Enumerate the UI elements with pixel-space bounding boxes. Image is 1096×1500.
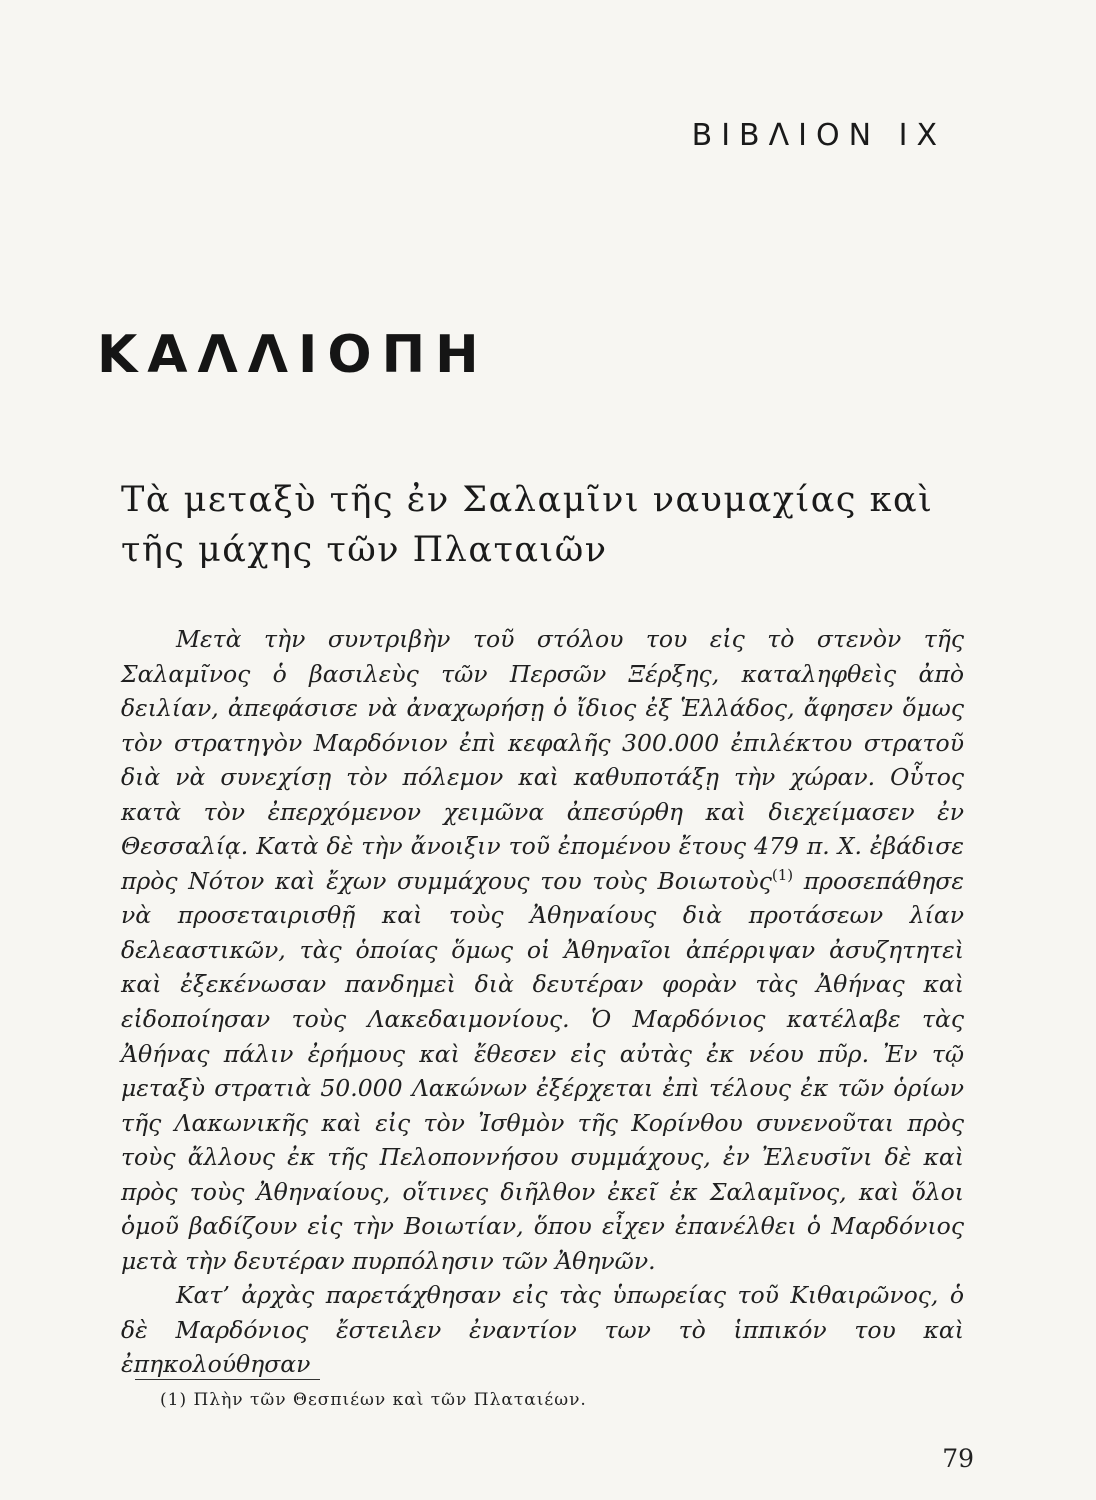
subtitle-line-2: τῆς μάχης τῶν Πλαταιῶν [121,530,608,570]
footnote-reference: (1) [771,866,794,884]
book-label: ΒΙΒΛΙΟΝ IX [691,118,946,153]
chapter-subtitle [121,475,941,575]
muse-title: ΚΑΛΛΙΟΠΗ [97,325,489,385]
page-number: 79 [942,1444,974,1473]
paragraph-1-part-a: Μετὰ τὴν συντριβὴν τοῦ στόλου του εἰς τὸ στενὸν τῆς Σαλαμῖνος ὁ βασιλεὺς τῶν Περσῶν Ξέρξης, καταληφθεὶς ἀπὸ δειλίαν, ἀπεφάσισε νὰ ἀναχωρήσῃ ὁ ἴδιος ἐξ Ἑλλάδος, ἄφησεν ὅμως τὸν στρατηγὸν Μαρδόνιον ἐπὶ κεφαλῆς 300.000 ἐπιλέκτου στρατοῦ διὰ νὰ συνεχίσῃ τὸν πόλεμον καὶ καθυποτάξῃ τὴν χώραν. Οὗτος κατὰ τὸν ἐπερχόμενον χειμῶνα ἀπεσύρθη καὶ διεχείμασεν ἐν Θεσσαλίᾳ. Κατὰ δὲ τὴν ἄνοιξιν τοῦ ἐπομένου ἔτους 479 π. Χ. ἐβάδισε πρὸς Νότον καὶ ἔχων συμμάχους του τοὺς Βοιωτοὺς [121,625,964,895]
footnote: (1) Πλὴν τῶν Θεσπιέων καὶ τῶν Πλαταιέων. [160,1390,587,1410]
body-text [121,622,964,1382]
footnote-divider [135,1379,320,1380]
subtitle-line-1: Τὰ μεταξὺ τῆς ἐν Σαλαμῖνι ναυμαχίας καὶ [121,480,934,520]
paragraph-1-part-b: προσεπάθησε νὰ προσεταιρισθῇ καὶ τοὺς Ἀθηναίους διὰ προτάσεων λίαν δελεαστικῶν, τὰς ὁποίας ὅμως οἱ Ἀθηναῖοι ἀπέρριψαν ἀσυζητητεὶ καὶ ἐξεκένωσαν πανδημεὶ διὰ δευτέραν φορὰν τὰς Ἀθήνας καὶ εἰδοποίησαν τοὺς Λακεδαιμονίους. Ὁ Μαρδόνιος κατέλαβε τὰς Ἀθήνας πάλιν ἐρήμους καὶ ἔθεσεν εἰς αὐτὰς ἐκ νέου πῦρ. Ἐν τῷ μεταξὺ στρατιὰ 50.000 Λακώνων ἐξέρχεται ἐπὶ τέλους ἐκ τῶν ὁρίων τῆς Λακωνικῆς καὶ εἰς τὸν Ἰσθμὸν τῆς Κορίνθου συνενοῦται πρὸς τοὺς ἄλλους ἐκ τῆς Πελοποννήσου συμμάχους, ἐν Ἐλευσῖνι δὲ καὶ πρὸς τοὺς Ἀθηναίους, οἵτινες διῆλθον ἐκεῖ ἐκ Σαλαμῖνος, καὶ ὅλοι ὁμοῦ βαδίζουν εἰς τὴν Βοιωτίαν, ὅπου εἶχεν ἐπανέλθει ὁ Μαρδόνιος μετὰ τὴν δευτέραν πυρπόλησιν τῶν Ἀθηνῶν. [121,866,964,1275]
paragraph-1 [121,622,964,1278]
paragraph-2: Κατ’ ἀρχὰς παρετάχθησαν εἰς τὰς ὑπωρείας τοῦ Κιθαιρῶνος, ὁ δὲ Μαρδόνιος ἔστειλεν ἐναντίον των τὸ ἱππικόν του καὶ ἐπηκολούθησαν [121,1281,964,1379]
